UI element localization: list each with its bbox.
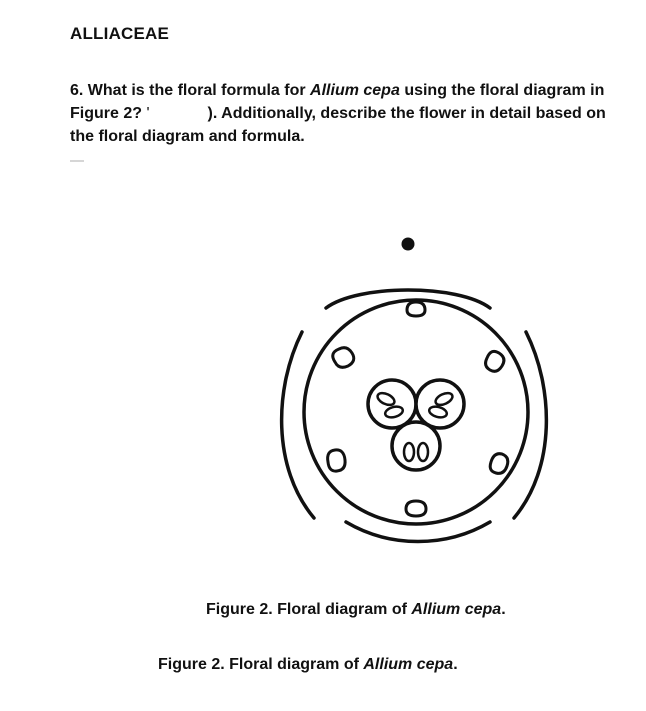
figure-caption	[206, 601, 506, 619]
question-text-after: using the floral diagram in Figure 2?	[70, 82, 605, 122]
caption-prefix: Figure 2. Floral diagram of	[206, 601, 407, 618]
question-text-before: What is the floral formula for	[87, 82, 306, 99]
figure-caption-duplicate	[158, 656, 458, 674]
caption-prefix: Figure 2. Floral diagram of	[158, 656, 359, 673]
ovule	[404, 443, 414, 461]
question-number: 6.	[70, 82, 84, 99]
stray-mark: '	[146, 105, 150, 122]
caption-species: Allium cepa	[411, 601, 502, 618]
caption-suffix: .	[453, 656, 458, 673]
caption-species: Allium cepa	[363, 656, 454, 673]
carpel-bottom	[392, 422, 440, 470]
outer-arc-right	[514, 332, 546, 518]
species-name: Allium cepa	[310, 82, 400, 99]
question-text-continued: ). Additionally, describe the flower in detail based on the floral diagram and formula.	[70, 105, 606, 145]
stamen-upper-left	[333, 348, 354, 368]
ovule	[418, 443, 428, 461]
question-6	[70, 79, 610, 148]
floral-diagram	[258, 200, 578, 590]
stamen-lower-left	[328, 450, 345, 471]
stamen-bottom	[406, 501, 426, 516]
stamen-lower-right	[490, 454, 508, 474]
scan-smudge	[70, 160, 84, 162]
caption-suffix: .	[501, 601, 506, 618]
section-heading: ALLIACEAE	[70, 24, 170, 43]
outer-arc-left	[282, 332, 314, 518]
stamen-top	[407, 302, 425, 316]
stamen-upper-right	[486, 351, 504, 371]
axis-dot	[402, 238, 415, 251]
